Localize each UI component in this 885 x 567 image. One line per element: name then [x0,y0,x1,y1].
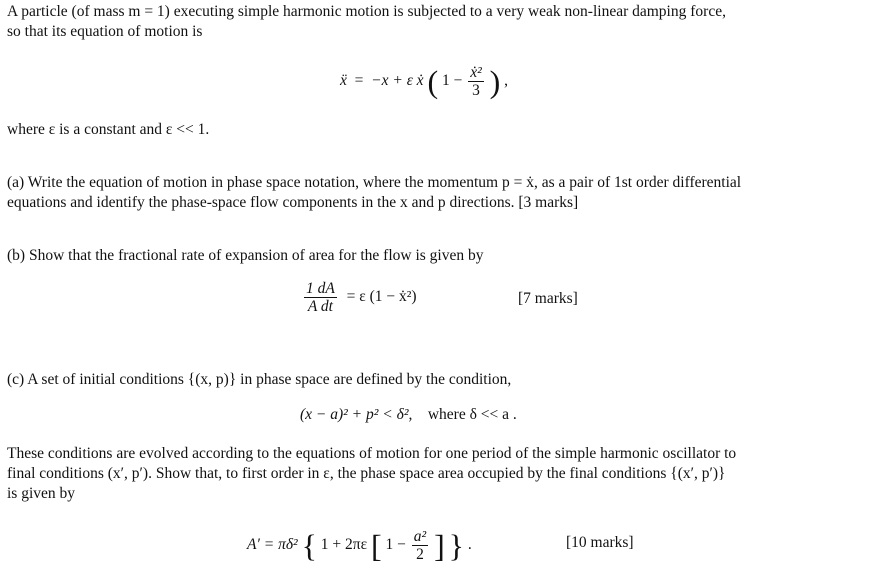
eq-rhs-prefix: −x + ε ẋ [371,72,424,90]
eq-paren-open: ( [427,63,439,100]
part-b-frac-den: A dt [307,298,333,315]
result-brace-open: { [301,527,317,564]
result-fraction [412,528,428,563]
eq-lhs: ẍ [340,72,347,90]
result-frac-num: a² [413,528,427,545]
result-frac-den: 2 [416,546,424,563]
result-lhs: A′ = πδ² [247,536,298,554]
part-a-text: equations and identify the phase-space flow components in the x and p directions. [7,194,515,211]
eq-paren-close: ) [489,63,501,100]
eq-trail: , [504,72,509,90]
equation-of-motion [340,64,508,99]
where-line: where ε is a constant and ε << 1. [7,121,210,138]
part-b-equation [302,280,417,315]
result-brace-close: } [448,527,464,564]
result-bracket-open: [ [371,527,382,564]
part-c-para-line-3: is given by [7,485,76,502]
result-bracket-close: ] [434,527,445,564]
part-a-marks: [3 marks] [518,194,579,211]
part-b-marks: [7 marks] [518,290,578,307]
part-c-condition [300,405,517,425]
eq-one-minus: 1 − [441,72,463,90]
part-c-condition-where: where δ << a . [427,406,517,423]
eq-equals: = [354,72,364,90]
intro-line-1: A particle (of mass m = 1) executing simple harmonic motion is subjected to a very weak non-linear damping force, [7,3,726,20]
eq-fraction [468,64,484,99]
part-c-para-line-1: These conditions are evolved according to the equations of motion for one period of the simple harmonic oscillator to [7,445,737,462]
part-b-frac-num: 1 dA [306,280,335,297]
part-b-text: (b) Show that the fractional rate of expansion of area for the flow is given by [7,247,484,264]
result-one-minus: 1 − [385,536,406,554]
part-c-text: (c) A set of initial conditions {(x, p)} in phase space are defined by the condition, [7,371,512,388]
part-c-result [247,528,472,563]
part-a-line-1: (a) Write the equation of motion in phase space notation, where the momentum p = ẋ, as a pair of 1st order differential [7,174,742,191]
part-a-line-2 [7,193,879,213]
result-inner: 1 + 2πε [320,536,368,554]
part-c-condition-expr: (x − a)² + p² < δ², [300,406,413,423]
part-c-marks: [10 marks] [566,534,634,551]
intro-line-2: so that its equation of motion is [7,23,203,40]
part-c-para-line-2: final conditions (x′, p′). Show that, to first order in ε, the phase space area occupied by the final conditions {(x′, p′)} [7,465,726,482]
eq-frac-den: 3 [472,82,480,99]
part-b-fraction [304,280,337,315]
part-b-rhs: = ε (1 − ẋ²) [346,288,417,306]
eq-frac-num: ẋ² [470,64,482,81]
result-trail: . [467,536,472,554]
